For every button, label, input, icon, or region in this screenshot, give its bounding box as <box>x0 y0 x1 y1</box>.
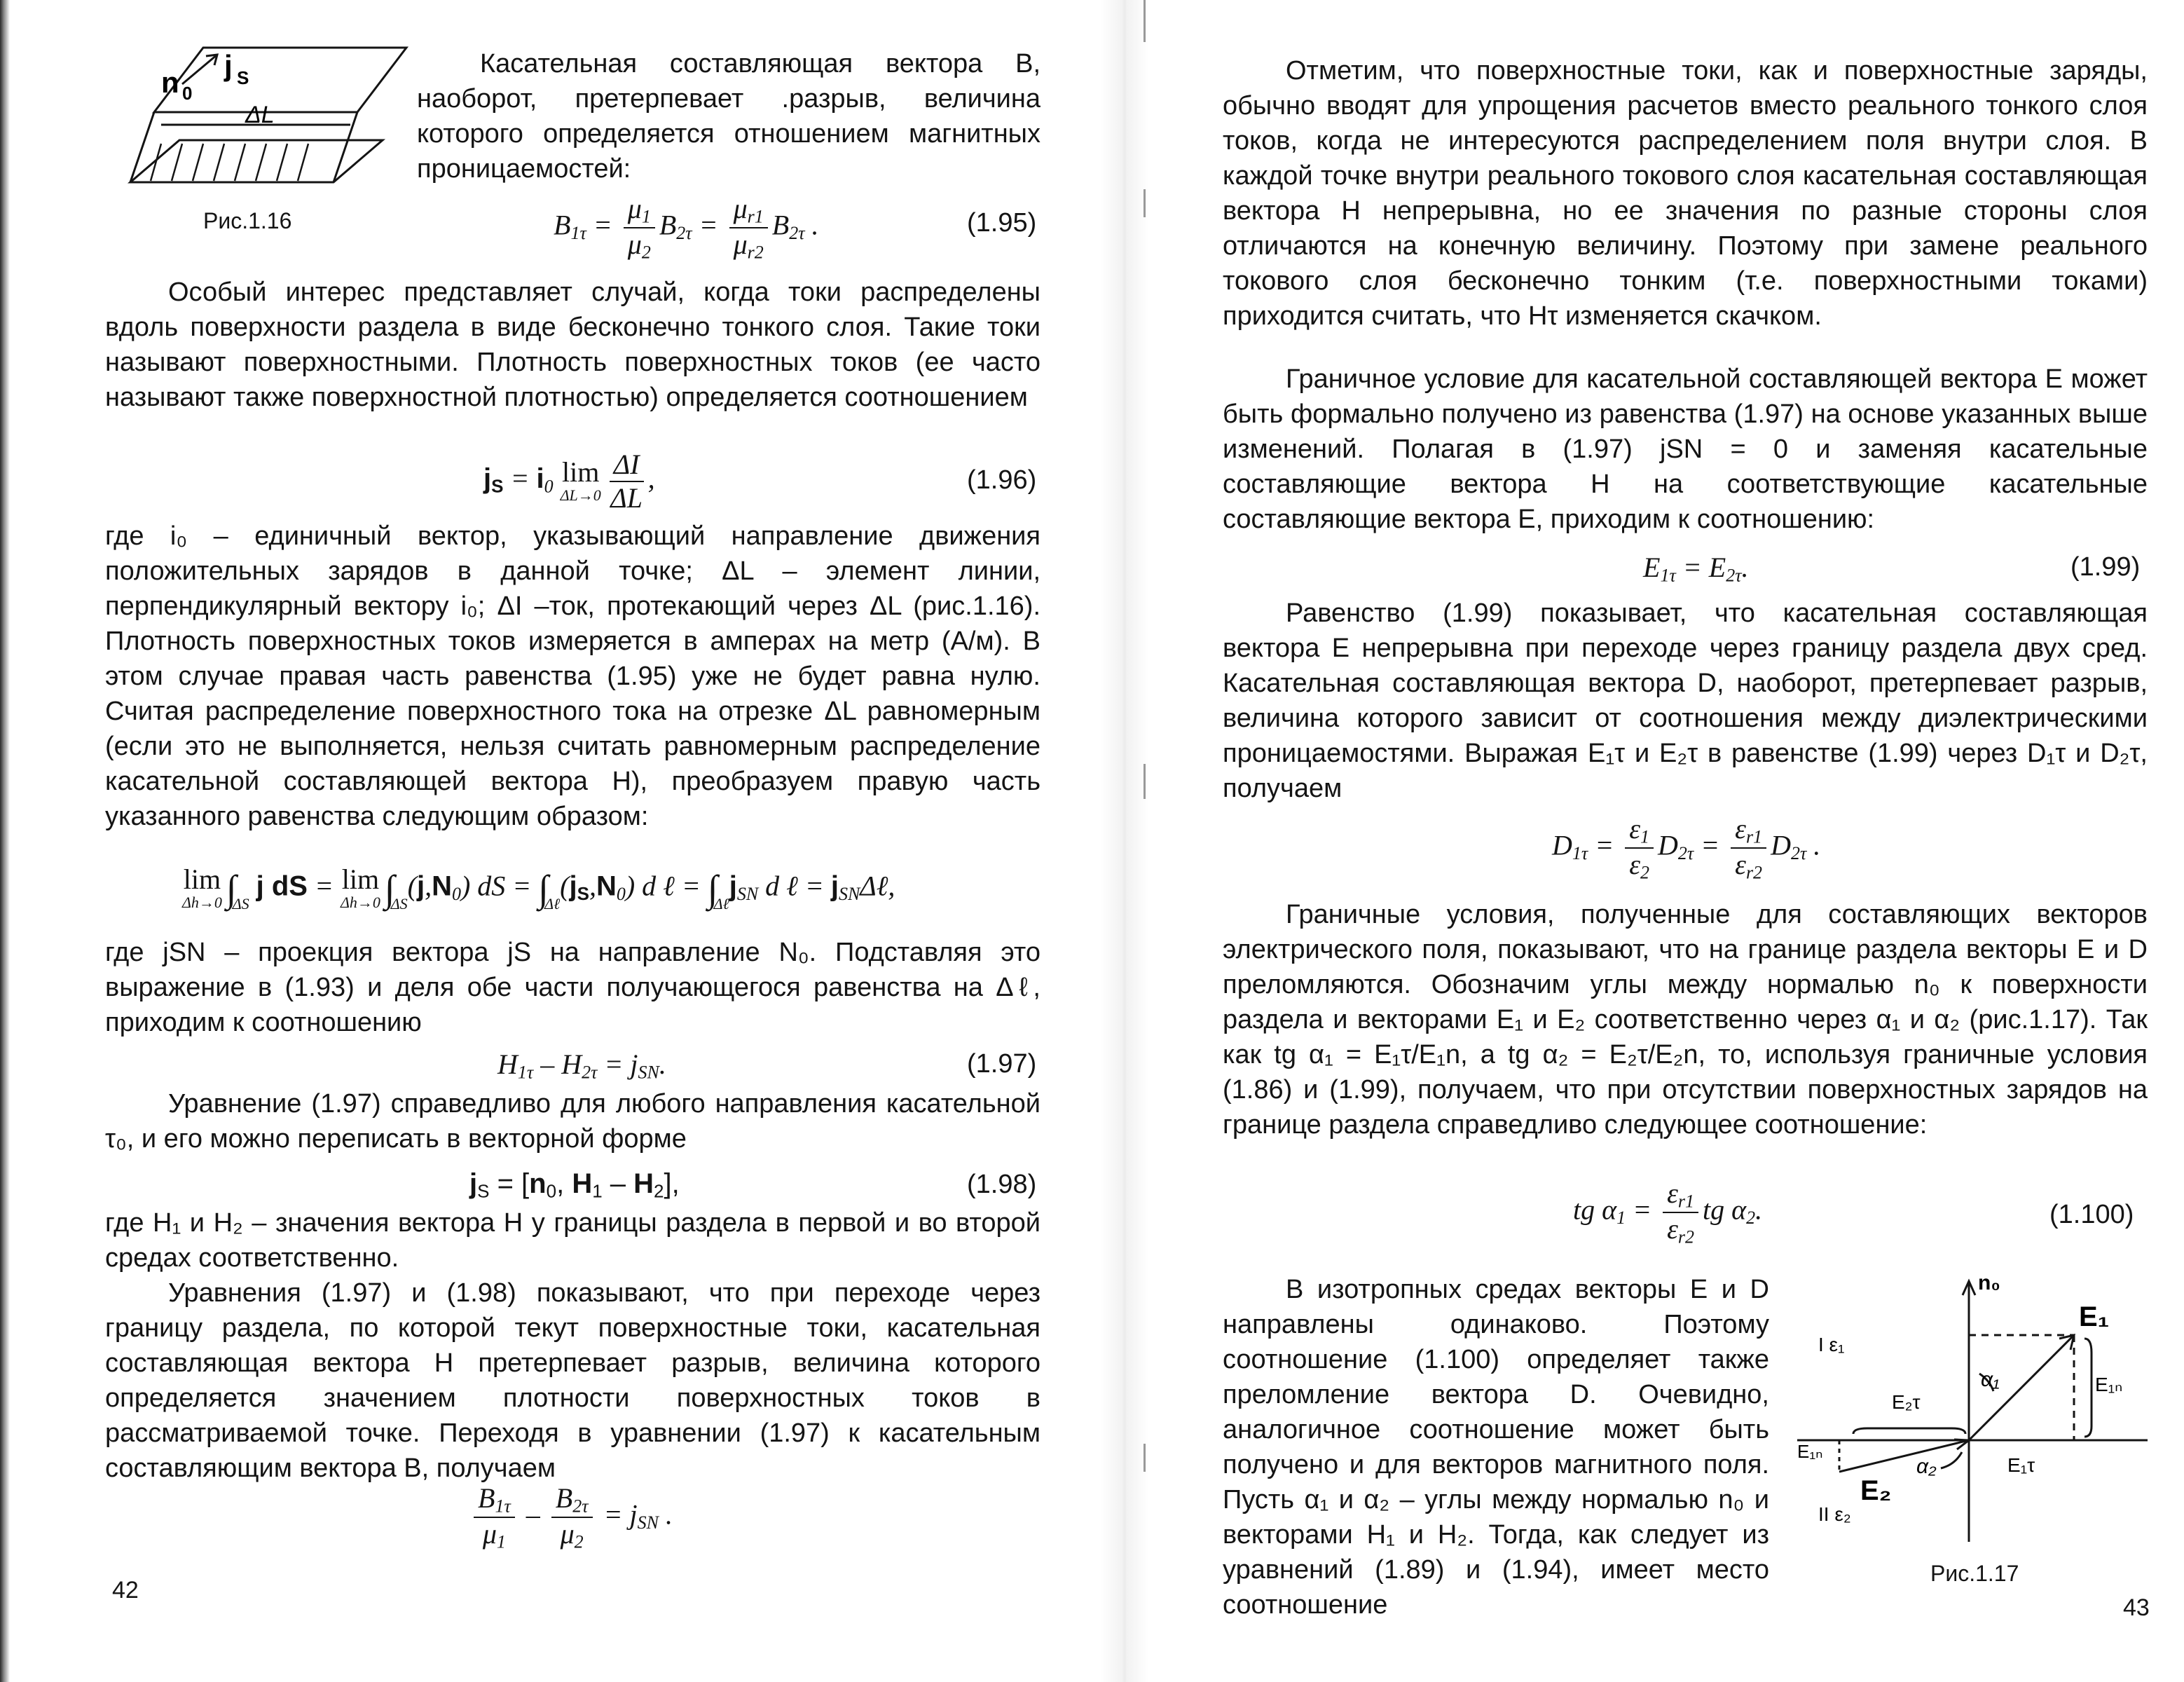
figure-label-alpha2: α₂ <box>1916 1455 1937 1478</box>
equation-1-96: $j_S = i_0$ lim ΔL→0 $\frac{\Delta I}{\Delta L}$ , <box>483 449 655 514</box>
figure-label-medium-1: I ε₁ <box>1818 1334 1845 1355</box>
figure-label-medium-2: II ε₂ <box>1818 1503 1851 1525</box>
equation-1-97: $H_{1\tau} - H_{2\tau} = j_{SN}$. <box>497 1048 666 1083</box>
equation-1-99: $E_{1\tau} = E_{2\tau}$. <box>1643 552 1749 586</box>
paragraph-discontinuity: Уравнения (1.97) и (1.98) показывают, что при переходе через границу раздела, по которой текут поверхностные токи, касательная составляющая вектора H претерпевает разрыв, величина которого определяется значением плотности поверхностных токов в рассматриваемой точке. Переходя в уравнении (1.97) к касательным составляющим вектора B, получаем <box>105 1278 1041 1483</box>
gutter-mark <box>1143 764 1146 799</box>
paragraph-tangential-b: Касательная составляющая вектора B, наоборот, претерпевает .разрыв, величина которого определяется отношением магнитных проницаемостей: <box>417 49 1041 184</box>
figure-label-alpha1: α₁ <box>1981 1368 2000 1391</box>
equation-1-95: $B_{1\tau}$ = $\frac{\mu_1}{\mu_2}$ $B_{2\tau}$ = $\frac{\mu_{r1}}{\mu_{r2}}$ $B_{2\tau}$ . <box>554 193 819 263</box>
paragraph-surface-currents-note: Отметим, что поверхностные токи, как и поверхностные заряды, обычно вводят для упрощения расчетов вместо реального тонкого слоя токов, когда не интересуются распределением поля внутри слоя. В каждой точке внутри реального токового слоя касательная составляющая вектора H непрерывна, но ее значения по разные стороны слоя отличаются на конечную величину. Поэтому при замене реального токового слоя бесконечно тонким (т.е. поверхностными токами) приходится считать, что Hτ изменяется скачком. <box>1223 56 2148 331</box>
figure-label-e2t: E₂τ <box>1892 1391 1921 1413</box>
figure-1-17 <box>1797 1269 2148 1549</box>
paragraph-refraction: Граничные условия, полученные для составляющих векторов электрического поля, показывают, что на границе раздела векторы E и D преломляются. Обозначим углы между нормалью n₀ к поверхности раздела и векторами E₁ и E₂ соответственно через α₁ и α₂ (рис.1.17). Так как tg α₁ = E₁τ/E₁n, а tg α₂ = E₂τ/E₂n, то, используя граничные условия (1.86) и (1.99), получаем, что при отсутствии поверхностных зарядов на границе раздела справедливо следующее соотношение: <box>1223 900 2148 1140</box>
right-page <box>1223 0 2155 1682</box>
paragraph-h1-h2: где H₁ и H₂ – значения вектора H у границы раздела в первой и во второй средах соответственно. <box>105 1208 1041 1273</box>
figure-label-e1n-left: E₁ₙ <box>1797 1441 1823 1462</box>
gutter-shadow <box>1100 0 1149 1682</box>
paragraph-boundary-condition-e: Граничное условие для касательной составляющей вектора E может быть формально получено из равенства (1.97) на основе указанных выше изменений. Полагая в (1.97) jSN = 0 и заменяя касательные составляющие вектора H на соответствующие касательные составляющие вектора E, приходим к соотношению: <box>1223 364 2148 534</box>
equation-1-100: tg $\alpha_1$ = $\frac{\varepsilon_{r1}}{\varepsilon_{r2}}$ tg $\alpha_2$. <box>1573 1177 1763 1247</box>
paragraph-isotropic: В изотропных средах векторы E и D направлены одинаково. Поэтому соотношение (1.100) определяет также преломление вектора D. Очевидно, аналогичное соотношение может быть получено и для векторов магнитного поля. Пусть α₁ и α₂ – углы между нормалью n₀ и векторами H₁ и H₂. Тогда, как следует из уравнений (1.89) и (1.94), имеет место соотношение <box>1223 1275 1769 1620</box>
figure-label-n0: n <box>161 66 179 99</box>
equation-number-1-96: (1.96) <box>967 465 1037 495</box>
equation-1-98: $j_S = [n_0$, $H_1 - H_2$], <box>469 1168 680 1202</box>
figure-label-n0-right: n₀ <box>1978 1271 2000 1294</box>
equation-number-1-100: (1.100) <box>2049 1200 2134 1229</box>
equation-integral: lim Δh→0 $\int_{\Delta S}$ j dS = lim Δh→0 $\int_{\Delta S}(j,N_0)$ dS = $\int_{\Delta\ell}(j_S,N_0)$ d ℓ = $\int_{\Delta\ell}j_{SN}$ d ℓ = $j_{SN}\Delta\ell$, <box>182 863 895 913</box>
paragraph-jsn-projection: где jSN – проекция вектора jS на направление N₀. Подставляя это выражение в (1.93) и деля обе части получающегося равенства на Δℓ, приходим к соотношению <box>105 938 1041 1037</box>
figure-label-e1n: E₁ₙ <box>2095 1374 2123 1395</box>
paragraph-vector-form: Уравнение (1.97) справедливо для любого направления касательной τ₀, и его можно переписать в векторной форме <box>105 1089 1041 1154</box>
figure-1-16 <box>119 42 413 193</box>
equation-number-1-95: (1.95) <box>967 208 1037 238</box>
figure-label-delta-l: ΔL <box>245 102 275 128</box>
page-number-right: 43 <box>2123 1594 2150 1621</box>
left-page <box>105 0 1048 1682</box>
gutter-mark <box>1143 189 1146 217</box>
equation-d-tangential: $D_{1\tau}$ = $\frac{\varepsilon_1}{\varepsilon_2}$ $D_{2\tau}$ = $\frac{\varepsilon_{r1}}{\varepsilon_{r2}}$ $D_{2\tau}$ . <box>1552 813 1821 883</box>
paragraph-surface-currents: Особый интерес представляет случай, когда токи распределены вдоль поверхности раздела в виде бесконечно тонкого слоя. Такие токи называют поверхностными. Плотность поверхностных токов (ее часто называют также поверхностной плотностью) определяется соотношением <box>105 278 1041 412</box>
figure-label-e1: E₁ <box>2079 1301 2110 1332</box>
gutter-mark <box>1143 0 1146 42</box>
equation-number-1-99: (1.99) <box>2070 552 2141 582</box>
page-number-left: 42 <box>112 1577 139 1604</box>
figure-label-js-sub: S <box>237 67 249 88</box>
equation-number-1-98: (1.98) <box>967 1170 1037 1199</box>
paragraph-i0-definition: где i₀ – единичный вектор, указывающий направление движения положительных зарядов в данной точке; ΔL – элемент линии, перпендикулярный вектору i₀; ΔI –ток, протекающий через ΔL (рис.1.16). Плотность поверхностных токов измеряется в амперах на метр (А/м). В этом случае правая часть равенства (1.95) уже не будет равна нулю. Считая распределение поверхностного тока на отрезке ΔL равномерным (если это не выполняется, нельзя считать равномерным распределение касательной составляющей вектора H), преобразуем правую часть указанного равенства следующим образом: <box>105 521 1041 831</box>
figure-label-e2: E₂ <box>1860 1475 1892 1506</box>
book-edge <box>0 0 10 1682</box>
figure-label-n0-sub: 0 <box>182 83 193 104</box>
equation-b-tangential: $\frac{B_{1\tau}}{\mu_1}$ – $\frac{B_{2\tau}}{\mu_2}$ = $j_{SN}$ . <box>469 1482 673 1553</box>
figure-label-e1t: E₁τ <box>2007 1454 2035 1476</box>
paragraph-e-continuous: Равенство (1.99) показывает, что касательная составляющая вектора E непрерывна при переходе через границу раздела двух сред. Касательная составляющая вектора D, наоборот, претерпевает разрыв, величина которого зависит от соотношения между диэлектрическими проницаемостями. Выражая E₁τ и E₂τ в равенстве (1.99) через D₁τ и D₂τ, получаем <box>1223 599 2148 803</box>
figure-label-js: j <box>224 49 233 82</box>
figure-caption-1-17: Рис.1.17 <box>1930 1561 2019 1586</box>
figure-caption-1-16: Рис.1.16 <box>203 208 292 233</box>
gutter-mark <box>1143 1444 1146 1472</box>
equation-number-1-97: (1.97) <box>967 1049 1037 1079</box>
